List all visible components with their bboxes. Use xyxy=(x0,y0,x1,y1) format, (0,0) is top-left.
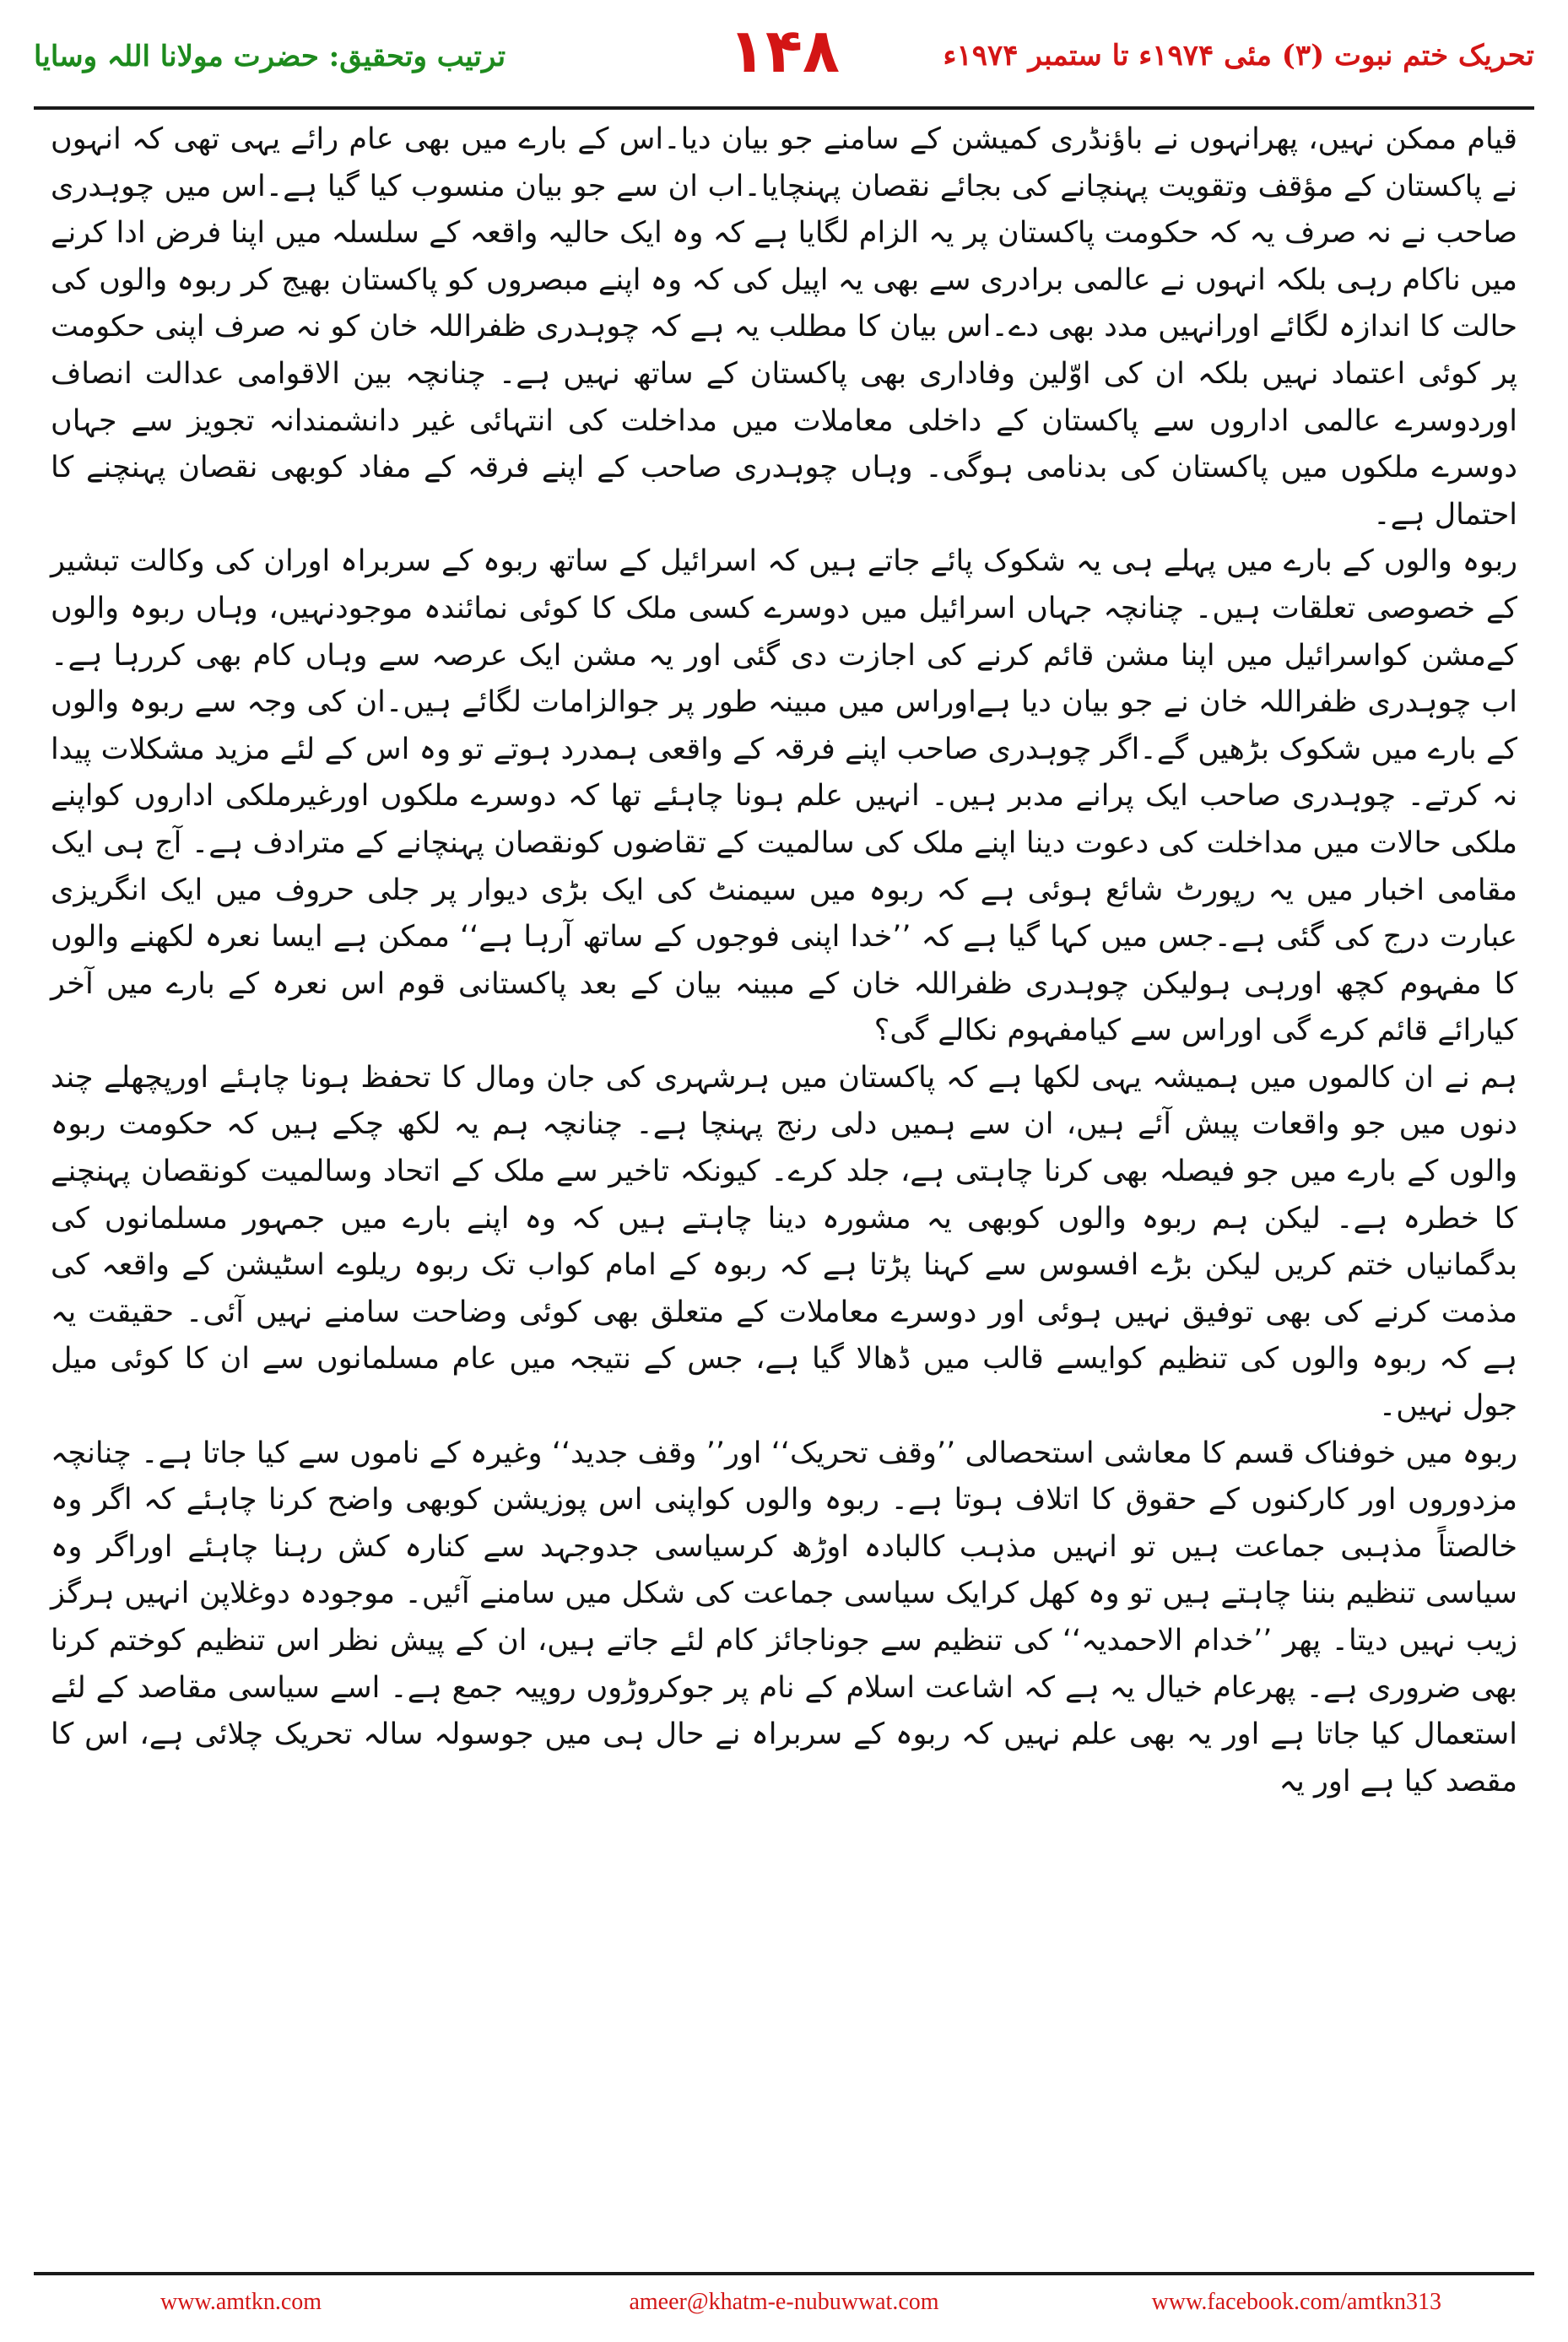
compiler-credit: ترتیب وتحقیق: حضرت مولانا اللہ وسایا xyxy=(34,40,506,73)
page-footer xyxy=(34,2289,1534,2331)
page-number: ۱۴۸ xyxy=(728,15,840,86)
page-header xyxy=(34,15,1534,108)
paragraph-4: ربوہ میں خوفناک قسم کا معاشی استحصالی ’’وقف تحریک‘‘ اور’’ وقف جدید‘‘ وغیرہ کے ناموں سے کیا جاتا ہے۔ چنانچہ مزدوروں اور کارکنوں کے حقوق کا اتلاف ہوتا ہے۔ ربوہ والوں کواپنی اس پوزیشن کوبھی واضح کرنا چاہئے کہ اگر وہ خالصتاً مذہبی جماعت ہیں تو انہیں مذہب کالبادہ اوڑھ کرسیاسی جدوجہد سے کنارہ کش رہنا چاہئے اوراگر وہ سیاسی تنظیم بننا چاہتے ہیں تو وہ کھل کرایک سیاسی جماعت کی شکل میں سامنے آئیں۔ موجودہ دوغلاپن انہیں ہرگز زیب نہیں دیتا۔ پھر ’’خدام الاحمدیہ‘‘ کی تنظیم سے جوناجائز کام لئے جاتے ہیں، ان کے پیش نظر اس تنظیم کوختم کرنا بھی ضروری ہے۔ پھرعام خیال یہ ہے کہ اشاعت اسلام کے نام پر جوکروڑوں روپیہ جمع ہے۔ اسے سیاسی مقاصد کے لئے استعمال کیا جاتا ہے اور یہ بھی علم نہیں کہ ربوہ کے سربراہ نے حال ہی میں جوسولہ سالہ تحریک چلائی ہے، اس کا مقصد کیا ہے اور یہ xyxy=(51,1436,1517,1798)
footer-divider xyxy=(34,2272,1534,2275)
article-body xyxy=(51,116,1517,1805)
facebook-link[interactable]: www.facebook.com/amtkn313 xyxy=(1151,2289,1441,2315)
paragraph-3: ہم نے ان کالموں میں ہمیشہ یہی لکھا ہے کہ پاکستان میں ہرشہری کی جان ومال کا تحفظ ہونا چاہئے اورپچھلے چند دنوں میں جو واقعات پیش آئے ہیں، ان سے ہمیں دلی رنج پہنچا ہے۔ چنانچہ ہم یہ لکھ چکے ہیں کہ حکومت ربوہ والوں کے بارے میں جو فیصلہ بھی کرنا چاہتی ہے، جلد کرے۔ کیونکہ تاخیر سے ملک کے اتحاد وسالمیت کونقصان پہنچنے کا خطرہ ہے۔ لیکن ہم ربوہ والوں کوبھی یہ مشورہ دینا چاہتے ہیں کہ وہ اپنے بارے میں جمہور مسلمانوں کی بدگمانیاں ختم کریں لیکن بڑے افسوس سے کہنا پڑتا ہے کہ ربوہ کے امام کواب تک ربوہ ریلوے اسٹیشن کے واقعہ کی مذمت کرنے کی بھی توفیق نہیں ہوئی اور دوسرے معاملات کے متعلق بھی کوئی وضاحت سامنے نہیں آئی۔ حقیقت یہ ہے کہ ربوہ والوں کی تنظیم کوایسے قالب میں ڈھالا گیا ہے، جس کے نتیجہ میں عام مسلمانوں سے ان کا کوئی میل جول نہیں۔ xyxy=(51,1060,1517,1424)
header-divider xyxy=(34,106,1534,110)
book-title: تحریک ختم نبوت (۳) مئی ۱۹۷۴ء تا ستمبر ۱۹۷۴ء xyxy=(943,39,1534,73)
website-link[interactable]: www.amtkn.com xyxy=(160,2289,322,2315)
paragraph-2: ربوہ والوں کے بارے میں پہلے ہی یہ شکوک پائے جاتے ہیں کہ اسرائیل کے ساتھ ربوہ کے سربراہ اوران کی وکالت تبشیر کے خصوصی تعلقات ہیں۔ چنانچہ جہاں اسرائیل میں دوسرے کسی ملک کا کوئی نمائندہ موجودنہیں، وہاں ربوہ والوں کےمشن کواسرائیل میں اپنا مشن قائم کرنے کی اجازت دی گئی اور یہ مشن ایک عرصہ سے وہاں کام بھی کررہا ہے۔اب چوہدری ظفراللہ خان نے جو بیان دیا ہےاوراس میں مبینہ طور پر جوالزامات لگائے ہیں۔ان کی وجہ سے ربوہ والوں کے بارے میں شکوک بڑھیں گے۔اگر چوہدری صاحب اپنے فرقہ کے واقعی ہمدرد ہوتے تو وہ اس کے لئے مزید مشکلات پیدا نہ کرتے۔ چوہدری صاحب ایک پرانے مدبر ہیں۔ انہیں علم ہونا چاہئے تھا کہ دوسرے ملکوں اورغیرملکی اداروں کواپنے ملکی حالات میں مداخلت کی دعوت دینا اپنے ملک کی سالمیت کے تقاضوں کونقصان پہنچانے کے مترادف ہے۔ آج ہی ایک مقامی اخبار میں یہ رپورٹ شائع ہوئی ہے کہ ربوہ میں سیمنٹ کی ایک بڑی دیوار پر جلی حروف میں ایک انگریزی عبارت درج کی گئی ہے۔جس میں کہا گیا ہے کہ ’’خدا اپنی فوجوں کے ساتھ آرہا ہے‘‘ ممکن ہے ایسا نعرہ لکھنے والوں کا مفہوم کچھ اورہی ہولیکن چوہدری ظفراللہ خان کے مبینہ بیان کے بعد پاکستانی قوم اس نعرہ کے بارے میں آخر کیارائے قائم کرے گی اوراس سے کیامفہوم نکالے گی؟ xyxy=(51,544,1517,1048)
paragraph-1: قیام ممکن نہیں، پھرانہوں نے باؤنڈری کمیشن کے سامنے جو بیان دیا۔اس کے بارے میں بھی عام رائے یہی تھی کہ انہوں نے پاکستان کے مؤقف وتقویت پہنچانے کی بجائے نقصان پہنچایا۔اب ان سے جو بیان منسوب کیا گیا ہے۔اس میں چوہدری صاحب نے نہ صرف یہ کہ حکومت پاکستان پر یہ الزام لگایا ہے کہ وہ ایک حالیہ واقعہ کے سلسلہ میں اپنا فرض ادا کرنے میں ناکام رہی بلکہ انہوں نے عالمی برادری سے بھی یہ اپیل کی کہ وہ اپنے مبصروں کو پاکستان بھیج کر ربوہ والوں کی حالت کا اندازہ لگائے اورانہیں مدد بھی دے۔اس بیان کا مطلب یہ ہے کہ چوہدری ظفراللہ خان کو نہ صرف اپنی حکومت پر کوئی اعتماد نہیں بلکہ ان کی اوّلین وفاداری بھی پاکستان کے ساتھ نہیں ہے۔ چنانچہ بین الاقوامی عدالت انصاف اوردوسرے عالمی اداروں سے پاکستان کے داخلی معاملات میں مداخلت کی انتہائی غیر دانشمندانہ تجویز سے جہاں دوسرے ملکوں میں پاکستان کی بدنامی ہوگی۔ وہاں چوہدری صاحب کے اپنے فرقہ کے مفاد کوبھی نقصان پہنچنے کا احتمال ہے۔ xyxy=(51,122,1517,532)
email-link[interactable]: ameer@khatm-e-nubuwwat.com xyxy=(629,2289,939,2315)
